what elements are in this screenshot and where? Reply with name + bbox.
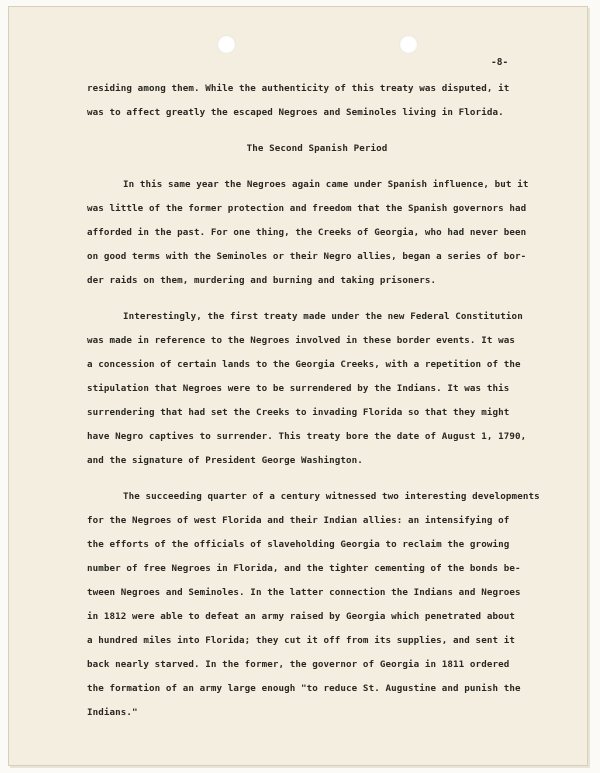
- paragraph-3: [87, 305, 547, 473]
- text-line: a hundred miles into Florida; they cut it off from its supplies, and sent it: [87, 635, 515, 646]
- paragraph-4: [87, 485, 547, 725]
- text-line: afforded in the past. For one thing, the Creeks of Georgia, who had never been: [87, 227, 527, 238]
- text-line: residing among them. While the authenticity of this treaty was disputed, it: [87, 83, 510, 94]
- text-line: Interestingly, the first treaty made under the new Federal Constitution: [123, 311, 523, 322]
- text-line: for the Negroes of west Florida and their Indian allies: an intensifying of: [87, 515, 510, 526]
- text-line: on good terms with the Seminoles or their Negro allies, began a series of bor-: [87, 251, 527, 262]
- text-line: the formation of an army large enough "to reduce St. Augustine and punish the: [87, 683, 521, 694]
- text-line: In this same year the Negroes again came under Spanish influence, but it: [123, 179, 529, 190]
- text-line: back nearly starved. In the former, the governor of Georgia in 1811 ordered: [87, 659, 510, 670]
- text-line: der raids on them, murdering and burning and taking prisoners.: [87, 275, 437, 286]
- section-heading: The Second Spanish Period: [246, 143, 388, 154]
- page-number: -8-: [491, 57, 509, 68]
- text-line: The succeeding quarter of a century witnessed two interesting developments: [123, 491, 540, 502]
- text-line: Indians.": [87, 707, 138, 718]
- paragraph-1: [87, 77, 547, 125]
- text-line: a concession of certain lands to the Georgia Creeks, with a repetition of the: [87, 359, 521, 370]
- text-line: was little of the former protection and freedom that the Spanish governors had: [87, 203, 527, 214]
- text-line: the efforts of the officials of slaveholding Georgia to reclaim the growing: [87, 539, 510, 550]
- body-text: [87, 77, 547, 725]
- text-line: tween Negroes and Seminoles. In the latter connection the Indians and Negroes: [87, 587, 521, 598]
- text-line: was made in reference to the Negroes involved in these border events. It was: [87, 335, 515, 346]
- punch-hole: [399, 35, 418, 54]
- text-line: have Negro captives to surrender. This treaty bore the date of August 1, 1790,: [87, 431, 527, 442]
- text-line: number of free Negroes in Florida, and the tighter cementing of the bonds be-: [87, 563, 521, 574]
- text-line: in 1812 were able to defeat an army raised by Georgia which penetrated about: [87, 611, 515, 622]
- typewritten-page: [8, 6, 588, 766]
- punch-hole: [217, 35, 236, 54]
- text-line: surrendering that had set the Creeks to invading Florida so that they might: [87, 407, 510, 418]
- paragraph-2: [87, 173, 547, 293]
- text-line: and the signature of President George Washington.: [87, 455, 363, 466]
- text-line: was to affect greatly the escaped Negroes and Seminoles living in Florida.: [87, 107, 504, 118]
- text-line: stipulation that Negroes were to be surrendered by the Indians. It was this: [87, 383, 510, 394]
